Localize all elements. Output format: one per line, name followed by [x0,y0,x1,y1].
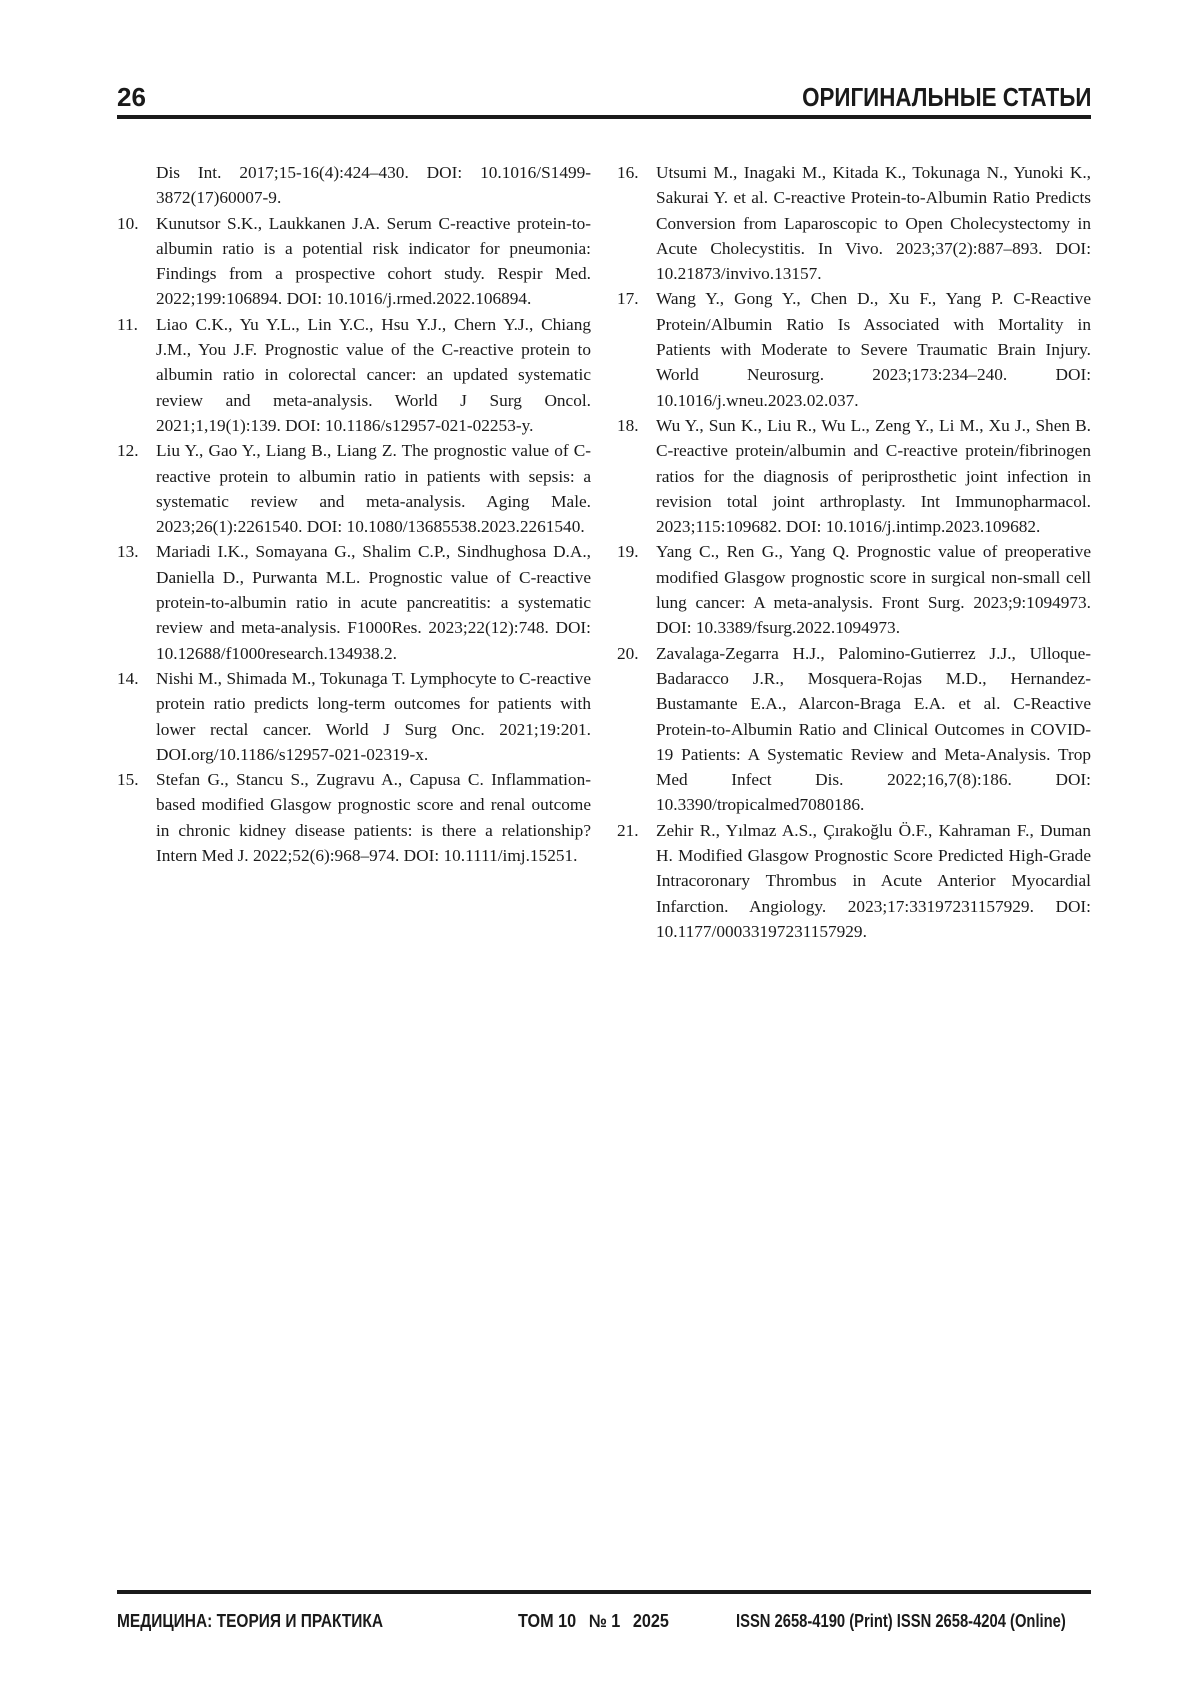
header-rule [117,115,1091,119]
references-left-column [117,160,591,868]
reference-text: Zehir R., Yılmaz A.S., Çırakoğlu Ö.F., Kahraman F., Duman H. Modified Glasgow Prognostic Score Predicted High-Grade Intracoronary Thrombus in Acute Anterior Myocardial Infarction. Angiology. 2023;17:33197231157929. DOI: 10.1177/00033197231157929. [656,820,1091,941]
reference-text: Stefan G., Stancu S., Zugravu A., Capusa C. Inflammation-based modified Glasgow prognostic score and renal outcome in chronic kidney disease patients: is there a relationship? Intern Med J. 2022;52(6):968–974. DOI: 10.1111/imj.15251. [156,770,591,866]
reference-text: Wu Y., Sun K., Liu R., Wu L., Zeng Y., Li M., Xu J., Shen B. C-reactive protein/albumin and C-reactive protein/fibrinogen ratios for the diagnosis of periprosthetic joint infection in revision total joint arthroplasty. Int Immunopharmacol. 2023;115:109682. DOI: 10.1016/j.intimp.2023.109682. [656,415,1091,537]
reference-number: 16. [617,163,639,182]
reference-item [117,312,591,438]
issue: № 1 [588,1611,621,1631]
reference-item [117,767,591,868]
volume-issue-year [518,1611,682,1632]
reference-text: Nishi M., Shimada M., Tokunaga T. Lymphocyte to C-reactive protein ratio predicts long-term outcomes for patients with lower rectal cancer. World J Surg Onc. 2021;19:201. DOI.org/10.1186/s12957-021-02319-x. [156,668,591,764]
reference-text: Kunutsor S.K., Laukkanen J.A. Serum C-reactive protein-to-albumin ratio is a potential risk indicator for pneumonia: Findings from a prospective cohort study. Respir Med. 2022;199:106894. DOI: 10.1016/j.rmed.2022.106894. [156,213,591,309]
section-title: ОРИГИНАЛЬНЫЕ СТАТЬИ [801,82,1091,112]
reference-number: 21. [617,820,639,840]
reference-number: 14. [117,668,139,688]
reference-text: Yang C., Ren G., Yang Q. Prognostic value of preoperative modified Glasgow prognostic score in surgical non-small cell lung cancer: A meta-analysis. Front Surg. 2023;9:1094973. DOI: 10.3389/fsurg.2022.1094973. [656,542,1091,638]
reference-text: Zavalaga-Zegarra H.J., Palomino-Gutierrez J.J., Ulloque-Badaracco J.R., Mosquera-Rojas M.D., Hernandez-Bustamante E.A., Alarcon-Braga E.A. et al. C-Reactive Protein-to-Albumin Ratio and Clinical Outcomes in COVID-19 Patients: A Systematic Review and Meta-Analysis. Trop Med Infect Dis. 2022;16,7(8):186. DOI: 10.3390/tropicalmed7080186. [656,643,1091,815]
journal-title: МЕДИЦИНА: ТЕОРИЯ И ПРАКТИКА [117,1611,384,1631]
reference-item [117,211,591,312]
reference-text: Utsumi M., Inagaki M., Kitada K., Tokunaga N., Yunoki K., Sakurai Y. et al. C-reactive Protein-to-Albumin Ratio Predicts Conversion from Laparoscopic to Open Cholecystectomy in Acute Cholecystitis. In Vivo. 2023;37(2):887–893. DOI: 10.21873/invivo.13157. [656,163,1091,284]
reference-number: 13. [117,542,139,562]
volume: ТОМ 10 [518,1611,577,1631]
reference-text: Liao C.K., Yu Y.L., Lin Y.C., Hsu Y.J., Chern Y.J., Chiang J.M., You J.F. Prognostic value of the C-reactive protein to albumin ratio in colorectal cancer: an updated systematic review and meta-analysis. World J Surg Oncol. 2021;1,19(1):139. DOI: 10.1186/s12957-021-02253-y. [156,314,591,435]
reference-item [617,539,1091,640]
reference-number: 12. [117,441,139,461]
reference-item [617,160,1091,286]
reference-item [617,818,1091,944]
references-right-column [617,160,1091,944]
reference-number: 18. [617,415,639,435]
reference-item [617,413,1091,539]
page-number: 26 [117,82,146,112]
footer-rule [117,1590,1091,1594]
reference-text: Mariadi I.K., Somayana G., Shalim C.P., Sindhughosa D.A., Daniella D., Purwanta M.L. Prognostic value of C-reactive protein-to-albumin ratio in acute pancreatitis: a systematic review and meta-analysis. F1000Res. 2023;22(12):748. DOI: 10.12688/f1000research.134938.2. [156,542,591,663]
reference-number: 10. [117,213,139,233]
reference-item [117,438,591,539]
reference-item [617,286,1091,412]
reference-number: 11. [117,314,138,334]
reference-text: Dis Int. 2017;15-16(4):424–430. DOI: 10.1016/S1499-3872(17)60007-9. [156,163,591,208]
reference-item [117,160,591,211]
reference-number: 17. [617,289,639,309]
page-header [117,82,1091,116]
reference-number: 19. [617,542,639,562]
reference-number: 15. [117,770,139,790]
reference-item [117,666,591,767]
reference-item [117,539,591,665]
reference-number: 20. [617,643,639,663]
issn: ISSN 2658-4190 (Print) ISSN 2658-4204 (Online) [736,1611,1066,1631]
year: 2025 [632,1611,669,1631]
reference-item [617,641,1091,818]
reference-text: Wang Y., Gong Y., Chen D., Xu F., Yang P. C-Reactive Protein/Albumin Ratio Is Associated with Mortality in Patients with Moderate to Severe Traumatic Brain Injury. World Neurosurg. 2023;173:234–240. DOI: 10.1016/j.wneu.2023.02.037. [656,289,1091,410]
reference-text: Liu Y., Gao Y., Liang B., Liang Z. The prognostic value of C-reactive protein to albumin ratio in patients with sepsis: a systematic review and meta-analysis. Aging Male. 2023;26(1):2261540. DOI: 10.1080/13685538.2023.2261540. [156,441,591,537]
